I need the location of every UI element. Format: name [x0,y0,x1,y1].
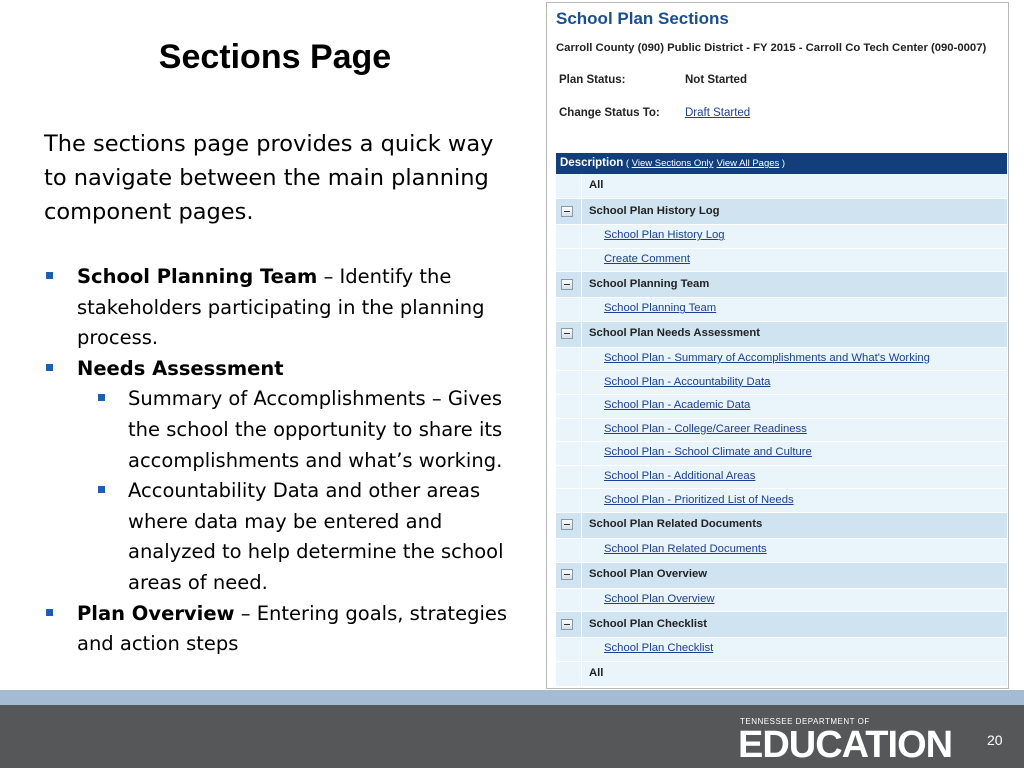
section-page-row [556,419,1007,443]
section-page-link[interactable]: School Plan - Accountability Data [604,375,771,388]
all-label: All [589,179,604,191]
row-gutter [556,638,582,661]
view-all-pages-link[interactable]: View All Pages [716,158,780,169]
bullet-text: – Identify the stakeholders participating in the planning process. [77,265,485,350]
square-bullet-icon [98,486,105,493]
section-page-link[interactable]: School Plan - College/Career Readiness [604,422,807,435]
change-status-label: Change Status To: [559,107,660,119]
section-group-row [556,272,1007,298]
section-page-row [556,638,1007,662]
department-label: TENNESSEE DEPARTMENT OF [740,717,870,726]
row-gutter [556,348,582,371]
section-page-link[interactable]: School Plan History Log [604,229,725,242]
school-plan-sections-panel [546,2,1009,689]
all-row [556,174,1007,199]
section-group-row [556,199,1007,225]
square-bullet-icon [46,272,53,279]
section-group-label: School Plan Overview [589,568,708,581]
section-page-row [556,442,1007,466]
section-page-link[interactable]: School Plan - Prioritized List of Needs [604,493,794,506]
section-page-row [556,298,1007,322]
section-page-row [556,489,1007,513]
all-label: All [589,666,604,679]
row-gutter [556,174,582,198]
section-page-link[interactable]: School Plan - Academic Data [604,399,751,412]
bullet-school-planning-team [44,262,524,354]
section-page-link[interactable]: School Plan Related Documents [604,543,767,556]
row-gutter [556,539,582,562]
section-page-row [556,371,1007,395]
bullet-bold-text: School Planning Team [77,265,318,288]
description-label: Description [560,157,624,169]
row-gutter [556,371,582,394]
row-gutter [556,589,582,612]
footer-stripe [0,690,1024,705]
row-gutter [556,662,582,686]
section-page-link[interactable]: School Plan Overview [604,592,715,605]
collapse-minus-icon[interactable] [561,519,573,530]
plan-status-value: Not Started [685,74,747,86]
section-group-label: School Plan Related Documents [589,518,763,531]
bullet-bold-text: Plan Overview [77,601,235,625]
section-page-row [556,466,1007,490]
section-page-link[interactable]: School Plan - School Climate and Culture [604,446,812,459]
section-group-row [556,322,1007,348]
row-gutter [556,298,582,321]
section-page-link[interactable]: School Plan - Additional Areas [604,470,756,483]
change-status-link[interactable]: Draft Started [685,107,751,119]
plan-status-label: Plan Status: [559,74,626,86]
section-group-label: School Plan Needs Assessment [589,327,760,340]
bullet-list [44,262,524,660]
section-group-row [556,563,1007,589]
section-group-row [556,612,1007,638]
bullet-text: – Entering goals, strategies and action steps [77,601,508,656]
section-page-row [556,225,1007,249]
section-group-row [556,513,1007,539]
section-page-row [556,395,1007,419]
row-gutter [556,395,582,418]
paren-close: ) [779,158,786,169]
sub-bullet-text: Accountability Data and other areas where data may be entered and analyzed to help determine the school areas of need. [128,479,504,594]
section-page-row [556,589,1007,613]
view-sections-only-link[interactable]: View Sections Only [631,158,714,169]
district-label: Carroll County (090) Public District - FY 2015 - Carroll Co Tech Center (090-0007) [556,42,987,54]
bullet-plan-overview [44,599,524,660]
section-page-row [556,249,1007,273]
section-group-label: School Planning Team [589,277,710,290]
sections-table [556,174,1007,687]
square-bullet-icon [98,394,105,401]
section-page-link[interactable]: Create Comment [604,252,691,265]
row-gutter [556,419,582,442]
collapse-minus-icon[interactable] [561,619,573,630]
education-logo: EDUCATION [738,724,953,766]
sub-bullet-text: Summary of Accomplishments – Gives the school the opportunity to share its accomplishments and what’s working. [128,387,503,472]
all-row [556,662,1007,687]
row-gutter [556,249,582,272]
section-page-row [556,539,1007,563]
section-page-link[interactable]: School Plan - Summary of Accomplishments and What's Working [604,352,930,365]
collapse-minus-icon[interactable] [561,569,573,580]
intro-paragraph: The sections page provides a quick way to navigate between the main planning component pages. [44,131,494,225]
collapse-minus-icon[interactable] [561,279,573,290]
row-gutter [556,225,582,248]
section-page-row [556,348,1007,372]
bullet-needs-assessment [44,354,524,385]
row-gutter [556,466,582,489]
description-header [556,153,1007,174]
section-group-label: School Plan History Log [589,204,720,217]
paren-open: ( [623,158,632,169]
section-page-link[interactable]: School Plan Checklist [604,642,714,655]
bullet-bold-text: Needs Assessment [77,356,284,380]
square-bullet-icon [46,609,53,616]
slide-text-area [0,0,540,690]
sub-bullet-accountability [44,476,524,598]
slide-title: Sections Page [158,38,392,76]
square-bullet-icon [46,364,53,371]
panel-title: School Plan Sections [556,9,729,28]
section-page-link[interactable]: School Planning Team [604,302,717,315]
page-number: 20 [987,732,1003,748]
row-gutter [556,489,582,512]
section-group-label: School Plan Checklist [589,617,708,630]
collapse-minus-icon[interactable] [561,328,573,339]
collapse-minus-icon[interactable] [561,206,573,217]
row-gutter [556,442,582,465]
sub-bullet-summary [44,384,524,476]
